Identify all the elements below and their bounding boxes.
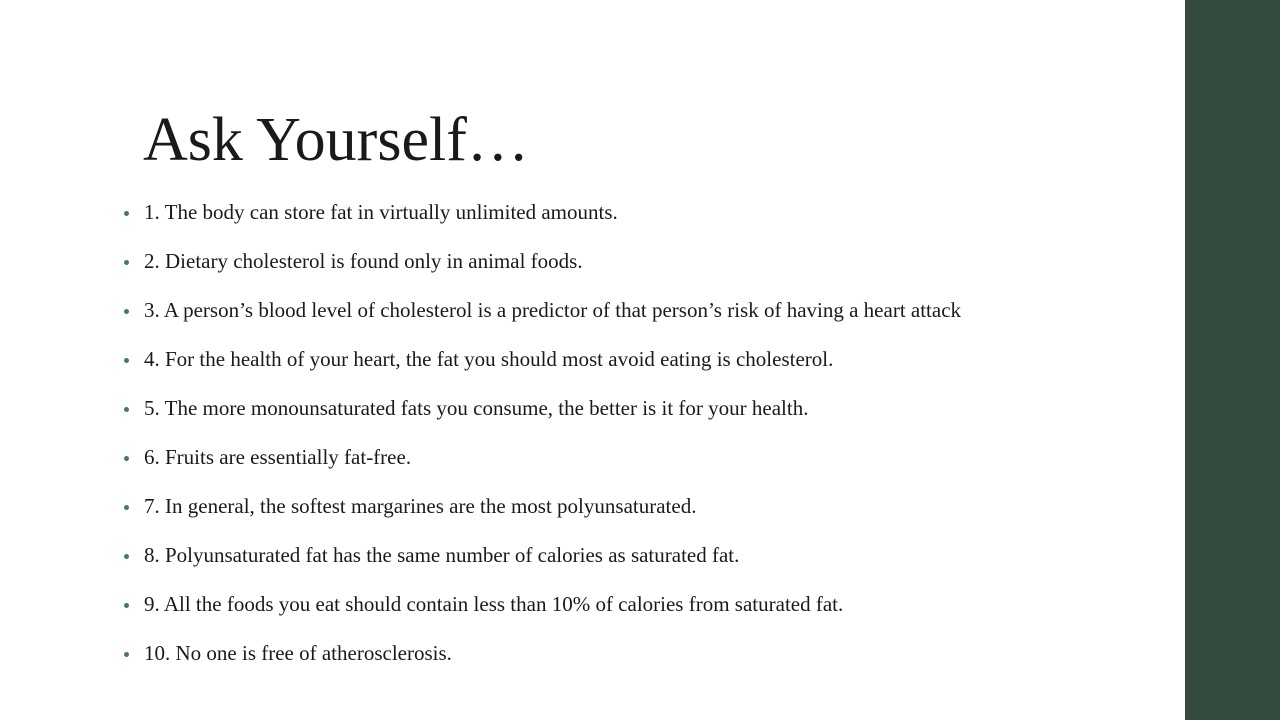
list-item: [124, 248, 1164, 275]
list-item: [124, 640, 1164, 667]
list-item-text: 8. Polyunsaturated fat has the same number of calories as saturated fat.: [144, 543, 740, 567]
list-item: [124, 591, 1164, 618]
bullet-dot-icon: [124, 211, 129, 216]
accent-side-bar: [1185, 0, 1280, 720]
bullet-dot-icon: [124, 358, 129, 363]
list-item: [124, 493, 1164, 520]
list-item: [124, 199, 1164, 226]
list-item: [124, 542, 1164, 569]
list-item: [124, 395, 1164, 422]
bullet-dot-icon: [124, 554, 129, 559]
bullet-dot-icon: [124, 309, 129, 314]
slide-title: Ask Yourself…: [143, 106, 529, 174]
list-item-text: 7. In general, the softest margarines are the most polyunsaturated.: [144, 494, 697, 518]
list-item-text: 1. The body can store fat in virtually unlimited amounts.: [144, 200, 618, 224]
bullet-dot-icon: [124, 407, 129, 412]
list-item-text: 9. All the foods you eat should contain less than 10% of calories from saturated fat.: [144, 592, 844, 616]
bullet-dot-icon: [124, 456, 129, 461]
list-item-text: 3. A person’s blood level of cholesterol is a predictor of that person’s risk of having a heart attack: [144, 298, 962, 322]
list-item-text: 10. No one is free of atherosclerosis.: [144, 641, 452, 665]
list-item-text: 4. For the health of your heart, the fat you should most avoid eating is cholesterol.: [144, 347, 834, 371]
list-item-text: 6. Fruits are essentially fat-free.: [144, 445, 412, 469]
bullet-dot-icon: [124, 260, 129, 265]
bullet-dot-icon: [124, 652, 129, 657]
bullet-list: [124, 199, 1164, 689]
list-item-text: 2. Dietary cholesterol is found only in animal foods.: [144, 249, 583, 273]
bullet-dot-icon: [124, 505, 129, 510]
list-item: [124, 346, 1164, 373]
list-item-text: 5. The more monounsaturated fats you consume, the better is it for your health.: [144, 396, 809, 420]
list-item: [124, 297, 1164, 324]
bullet-dot-icon: [124, 603, 129, 608]
list-item: [124, 444, 1164, 471]
